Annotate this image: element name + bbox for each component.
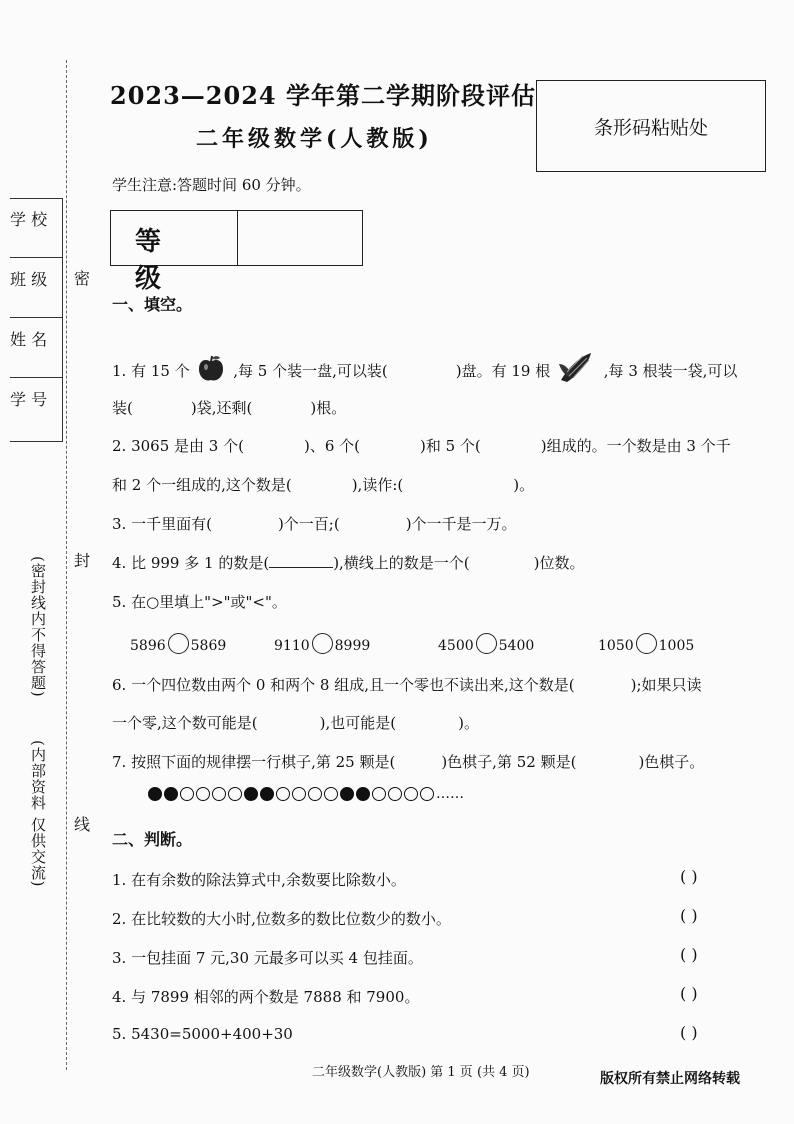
black-bead [148,787,162,801]
black-bead [356,787,370,801]
judge-answer-5[interactable]: ( ) [680,1023,698,1042]
student-notice: 学生注意:答题时间 60 分钟。 [112,176,311,194]
compare-circle[interactable] [476,633,497,654]
grade-label: 等 级 [135,227,176,294]
q2-part-g: )。 [513,476,535,494]
judge-item-4: 4. 与 7899 相邻的两个数是 7888 和 7900。 [112,988,420,1006]
q1-part-d: ,每 3 根装一袋,可以 [603,362,738,380]
barcode-area [536,80,766,172]
section1-heading: 一、填空。 [112,295,193,314]
compare-left: 9110 [274,638,310,654]
q2-part-b: )、6 个( [303,437,360,455]
question-7 [112,751,704,772]
internal-note: (内部资料 仅供交流) [29,740,47,888]
seal-line [66,60,67,1070]
q6-part-b: );如果只读 [630,676,702,694]
q4-underline-blank[interactable] [269,553,333,568]
school-label: 学 校 [10,210,48,229]
question-5: 5. 在○里填上">"或"<"。 [112,593,287,611]
q2-part-d: )组成的。一个数是由 3 个千 [540,437,731,455]
q7-part-b: )色棋子,第 52 颗是( [441,753,577,771]
black-bead [244,787,258,801]
compare-right: 5869 [190,638,227,654]
black-bead [260,787,274,801]
question-6-line2 [112,712,479,733]
white-bead [420,787,434,801]
black-bead [340,787,354,801]
class-row [10,259,62,318]
q2-part-e: 和 2 个一组成的,这个数是( [112,476,292,494]
q2-part-f: ),读作:( [351,476,404,494]
q1-part-c: )盘。有 19 根 [455,362,551,380]
q4-part-b: ),横线上的数是一个( [333,554,470,572]
compare-item-1 [130,633,226,654]
compare-left: 1050 [598,638,634,654]
white-bead [324,787,338,801]
judge-answer-2[interactable]: ( ) [680,906,698,925]
white-bead [372,787,386,801]
judge-answer-3[interactable]: ( ) [680,945,698,964]
compare-left: 5896 [130,638,166,654]
exam-subtitle: 二年级数学(人教版) [196,126,433,152]
q1-part-b: ,每 5 个装一盘,可以装( [233,362,388,380]
grade-label-cell [111,211,238,294]
question-4 [112,552,585,573]
compare-item-4 [598,633,694,654]
school-row [10,199,62,258]
exam-title: 2023—2024 学年第二学期阶段评估 [110,81,536,110]
compare-circle[interactable] [312,633,333,654]
class-label: 班 级 [10,270,48,289]
grade-box [110,210,363,294]
barcode-label: 条形码粘贴处 [593,117,708,139]
q1-part-e: 装( [112,399,133,417]
question-2-line1 [112,435,731,456]
compare-right: 1005 [658,638,695,654]
question-1-line2 [112,397,346,418]
compare-item-2 [274,633,370,654]
q6-part-a: 6. 一个四位数由两个 0 和两个 8 组成,且一个零也不读出来,这个数是( [112,676,575,694]
compare-left: 4500 [438,638,474,654]
seal-note: (密封线内不得答题) [29,556,47,698]
bead-row [148,786,464,802]
compare-right: 8999 [334,638,371,654]
student-number-row [10,379,62,437]
compare-right: 5400 [498,638,535,654]
black-bead [164,787,178,801]
q6-part-d: ),也可能是( [319,714,397,732]
white-bead [212,787,226,801]
q3-part-a: 3. 一千里面有( [112,515,212,533]
judge-answer-4[interactable]: ( ) [680,984,698,1003]
question-3 [112,513,517,534]
bead-ellipsis: …… [436,786,464,802]
compare-item-3 [438,633,534,654]
white-bead [404,787,418,801]
judge-item-1: 1. 在有余数的除法算式中,余数要比除数小。 [112,871,406,889]
name-label: 姓 名 [10,330,48,349]
q3-part-b: )个一百;( [277,515,340,533]
q1-part-g: )根。 [310,399,347,417]
white-bead [308,787,322,801]
white-bead [388,787,402,801]
judge-item-5: 5. 5430=5000+400+30 [112,1025,293,1043]
q6-part-c: 一个零,这个数可能是( [112,714,258,732]
question-2-line2 [112,474,534,495]
seal-mark-mi: 密 [74,269,91,288]
copyright-notice: 版权所有禁止网络转载 [600,1071,740,1087]
page-footer: 二年级数学(人教版) 第 1 页 (共 4 页) [312,1065,530,1080]
q3-part-c: )个一千是一万。 [405,515,517,533]
white-bead [228,787,242,801]
question-1-line1 [112,350,737,388]
q2-part-a: 2. 3065 是由 3 个( [112,437,244,455]
apple-icon [196,354,226,388]
q7-part-c: )色棋子。 [638,753,705,771]
q7-part-a: 7. 按照下面的规律摆一行棋子,第 25 颗是( [112,753,396,771]
corn-icon [557,350,597,388]
compare-circle[interactable] [168,633,189,654]
q2-part-c: )和 5 个( [420,437,481,455]
q1-part-f: )袋,还剩( [190,399,253,417]
white-bead [276,787,290,801]
section2-heading: 二、判断。 [112,830,193,849]
compare-circle[interactable] [636,633,657,654]
judge-item-3: 3. 一包挂面 7 元,30 元最多可以买 4 包挂面。 [112,949,423,967]
student-info-box [10,198,63,442]
white-bead [180,787,194,801]
judge-answer-1[interactable]: ( ) [680,867,698,886]
seal-mark-feng: 封 [74,551,91,570]
white-bead [292,787,306,801]
white-bead [196,787,210,801]
q1-part-a: 1. 有 15 个 [112,362,190,380]
q4-part-c: )位数。 [533,554,585,572]
q4-part-a: 4. 比 999 多 1 的数是( [112,554,270,572]
name-row [10,319,62,378]
judge-item-2: 2. 在比较数的大小时,位数多的数比位数少的数小。 [112,910,451,928]
q6-part-e: )。 [458,714,479,732]
question-6-line1 [112,674,702,695]
student-number-label: 学 号 [10,390,48,409]
seal-mark-xian: 线 [74,815,91,834]
